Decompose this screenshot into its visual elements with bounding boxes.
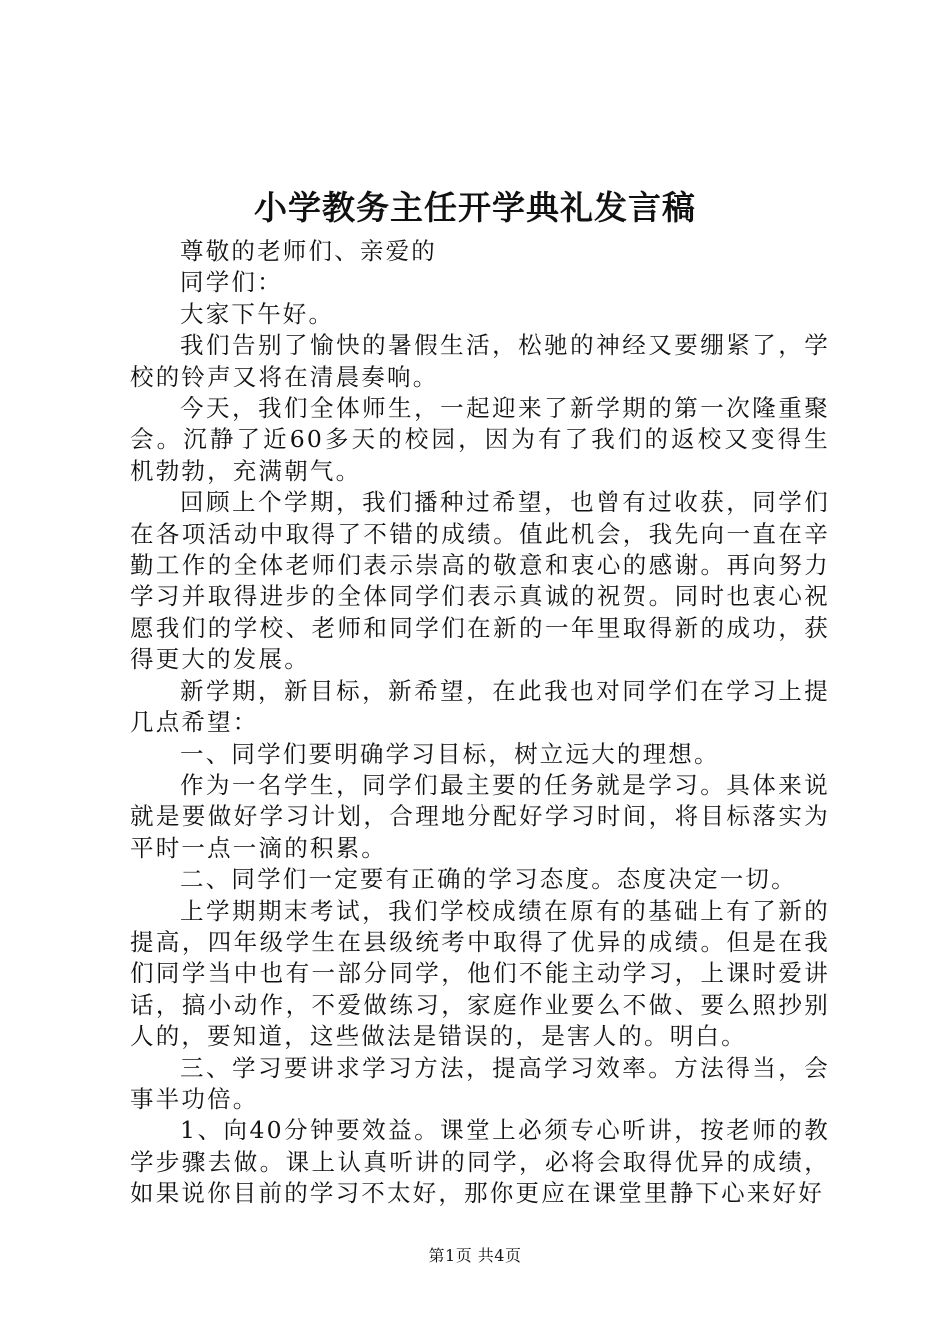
document-title: 小学教务主任开学典礼发言稿 (254, 188, 696, 227)
page-number-footer: 第1页 共4页 (428, 1246, 522, 1265)
paragraph-heading-3: 三、学习要讲求学习方法，提高学习效率。方法得当，会事半功倍。 (130, 1053, 830, 1113)
paragraph: 新学期，新目标，新希望，在此我也对同学们在学习上提几点希望： (130, 676, 830, 737)
paragraph: 作为一名学生，同学们最主要的任务就是学习。具体来说就是要做好学习计划，合理地分配好学习时间，将目标落实为平时一点一滴的积累。 (130, 770, 830, 862)
paragraph-heading-1: 一、同学们要明确学习目标，树立远大的理想。 (180, 739, 720, 768)
paragraph: 上学期期末考试，我们学校成绩在原有的基础上有了新的提高，四年级学生在县级统考中取得了优异的成绩。但是在我们同学当中也有一部分同学，他们不能主动学习，上课时爱讲话，搞小动作，不爱做练习，家庭作业要么不做、要么照抄别人的，要知道，这些做法是错误的，是害人的。明白。 (130, 896, 830, 1051)
paragraph-heading-2: 二、同学们一定要有正确的学习态度。态度决定一切。 (180, 865, 797, 894)
paragraph: 回顾上个学期，我们播种过希望，也曾有过收获，同学们在各项活动中取得了不错的成绩。值此机会，我先向一直在辛勤工作的全体老师们表示崇高的敬意和衷心的感谢。再向努力学习并取得进步的全体同学们表示真诚的祝贺。同时也衷心祝愿我们的学校、老师和同学们在新的一年里取得新的成功，获得更大的发展。 (130, 488, 830, 674)
paragraph-salutation-2: 同学们： (180, 268, 283, 297)
paragraph: 1、向40分钟要效益。课堂上必须专心听讲，按老师的教学步骤去做。课上认真听讲的同学，必将会取得优异的成绩，如果说你目前的学习不太好，那你更应在课堂里静下心来好好 (130, 1116, 830, 1208)
paragraph-salutation-1: 尊敬的老师们、亲爱的 (180, 237, 437, 265)
paragraph-greeting: 大家下午好。 (180, 299, 335, 328)
document-body (130, 236, 830, 1210)
paragraph: 我们告别了愉快的暑假生活，松驰的神经又要绷紧了，学校的铃声又将在清晨奏响。 (130, 331, 830, 391)
paragraph: 今天，我们全体师生，一起迎来了新学期的第一次隆重聚会。沉静了近60多天的校园，因为有了我们的返校又变得生机勃勃，充满朝气。 (130, 394, 830, 485)
